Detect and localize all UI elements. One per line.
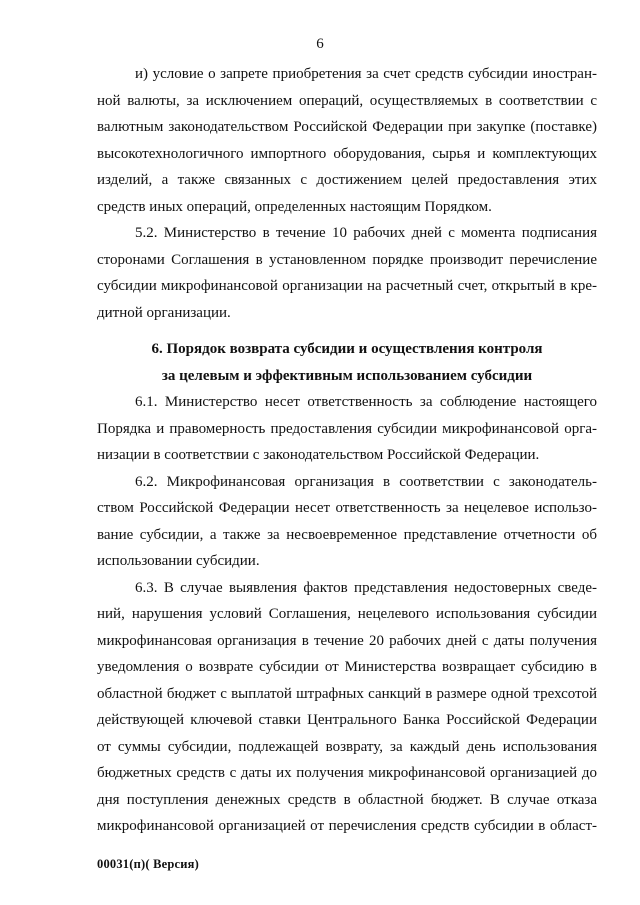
heading-line: 6. Порядок возврата субсидии и осуществления контроля bbox=[151, 341, 543, 357]
text-line: микрофинансовая организация в течение 20 рабочих дней с даты получения bbox=[97, 632, 597, 649]
paragraph-6-3 bbox=[97, 575, 597, 840]
text-line: высокотехнологичного импортного оборудования, сырья и комплектующих bbox=[97, 145, 597, 162]
document-footer-code: 00031(п)( Версия) bbox=[97, 857, 199, 871]
paragraph-5-2 bbox=[97, 220, 597, 326]
text-line: вание субсидии, а также за несвоевременное представление отчетности об bbox=[97, 526, 597, 543]
text-line: субсидии микрофинансовой организации на расчетный счет, открытый в кре- bbox=[97, 278, 597, 294]
text-line: и) условие о запрете приобретения за счет средств субсидии иностран- bbox=[135, 66, 597, 82]
text-line: использовании субсидии. bbox=[97, 553, 260, 569]
section-heading bbox=[97, 336, 597, 389]
text-line: дитной организации. bbox=[97, 304, 231, 321]
text-line: действующей ключевой ставки Центрального Банка Российской Федерации bbox=[97, 712, 597, 728]
text-line: дня поступления денежных средств в областной бюджет. В случае отказа bbox=[97, 791, 597, 808]
text-line: микрофинансовой организацией от перечисления средств субсидии в област- bbox=[97, 818, 597, 834]
paragraph-6-1 bbox=[97, 389, 597, 469]
text-line: Порядка и правомерность предоставления субсидии микрофинансовой орга- bbox=[97, 420, 597, 437]
text-line: от суммы субсидии, подлежащей возврату, за каждый день использования bbox=[97, 738, 597, 755]
text-line: 5.2. Министерство в течение 10 рабочих дней с момента подписания bbox=[135, 225, 597, 241]
text-line: 6.1. Министерство несет ответственность за соблюдение настоящего bbox=[135, 394, 597, 410]
text-line: средств иных операций, определенных настоящим Порядком. bbox=[97, 198, 492, 215]
paragraph-6-2 bbox=[97, 469, 597, 575]
text-line: валютным законодательством Российской Федерации при закупке (поставке) bbox=[97, 119, 597, 135]
text-line: уведомления о возврате субсидии от Министерства возвращает субсидию в bbox=[97, 659, 597, 675]
text-line: областной бюджет с выплатой штрафных санкций в размере одной трехсотой bbox=[97, 685, 597, 702]
text-line: ством Российской Федерации несет ответственность за нецелевое использо- bbox=[97, 500, 597, 516]
page-number: 6 bbox=[316, 36, 324, 52]
paragraph-i bbox=[97, 61, 597, 220]
text-line: бюджетных средств с даты их получения микрофинансовой организацией до bbox=[97, 765, 597, 781]
text-line: ний, нарушения условий Соглашения, нецелевого использования субсидии bbox=[97, 606, 597, 622]
heading-line: за целевым и эффективным использованием субсидии bbox=[161, 367, 533, 384]
text-line: ной валюты, за исключением операций, осуществляемых в соответствии с bbox=[97, 92, 597, 109]
text-line: изделий, а также связанных с достижением целей предоставления этих bbox=[97, 172, 597, 188]
text-line: низации в соответствии с законодательством Российской Федерации. bbox=[97, 447, 540, 463]
text-line: 6.2. Микрофинансовая организация в соответствии с законодатель- bbox=[135, 473, 597, 490]
text-line: сторонами Соглашения в установленном порядке производит перечисление bbox=[97, 251, 597, 268]
document-body bbox=[97, 61, 597, 840]
text-line: 6.3. В случае выявления фактов представления недостоверных сведе- bbox=[135, 579, 597, 596]
